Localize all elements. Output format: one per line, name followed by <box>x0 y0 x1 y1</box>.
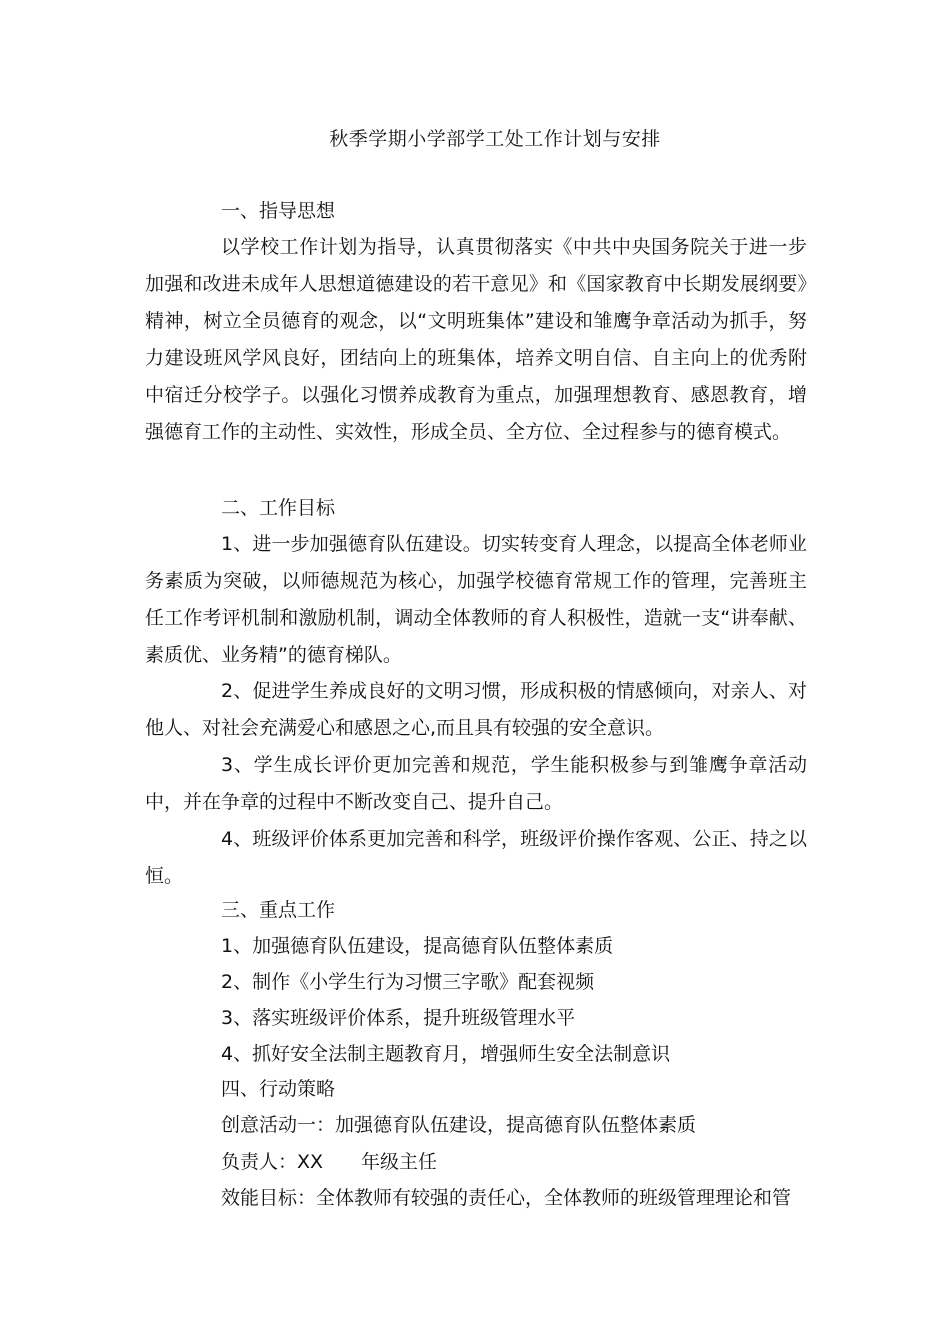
work-goal-paragraph-3: 3、学生成长评价更加完善和规范，学生能积极参与到雏鹰争章活动中，并在争章的过程中不断改变自己、提升自己。 <box>145 754 807 813</box>
key-work-item-3: 3、落实班级评价体系，提升班级管理水平 <box>221 1007 576 1029</box>
activity-line: 创意活动一：加强德育队伍建设，提高德育队伍整体素质 <box>221 1114 697 1136</box>
key-work-item-1: 1、加强德育队伍建设，提高德育队伍整体素质 <box>221 935 614 957</box>
work-goal-paragraph-1: 1、进一步加强德育队伍建设。切实转变育人理念，以提高全体老师业务素质为突破，以师德规范为核心，加强学校德育常规工作的管理，完善班主任工作考评机制和激励机制，调动全体教师的育人积极性，造就一支“讲奉献、素质优、业务精”的德育梯队。 <box>145 533 807 666</box>
document-title: 秋季学期小学部学工处工作计划与安排 <box>329 128 661 150</box>
section-heading-key-work: 三、重点工作 <box>221 899 336 921</box>
goal-line: 效能目标：全体教师有较强的责任心，全体教师的班级管理理论和管 <box>221 1187 792 1209</box>
work-goal-paragraph-4: 4、班级评价体系更加完善和科学，班级评价操作客观、公正、持之以恒。 <box>145 828 807 887</box>
key-work-item-2: 2、制作《小学生行为习惯三字歌》配套视频 <box>221 971 595 993</box>
owner-line: 负责人：XX 年级主任 <box>221 1151 438 1173</box>
section-heading-action-strategy: 四、行动策略 <box>221 1078 336 1100</box>
section-heading-guiding-ideology: 一、指导思想 <box>221 200 336 222</box>
section-heading-work-goals: 二、工作目标 <box>221 497 336 519</box>
work-goal-paragraph-2: 2、促进学生养成良好的文明习惯，形成积极的情感倾向，对亲人、对他人、对社会充满爱心和感恩之心,而且具有较强的安全意识。 <box>145 680 807 739</box>
key-work-item-4: 4、抓好安全法制主题教育月，增强师生安全法制意识 <box>221 1043 671 1065</box>
guiding-ideology-paragraph: 以学校工作计划为指导，认真贯彻落实《中共中央国务院关于进一步加强和改进未成年人思想道德建设的若干意见》和《国家教育中长期发展纲要》精神，树立全员德育的观念，以“文明班集体”建设和雏鹰争章活动为抓手，努力建设班风学风良好，团结向上的班集体，培养文明自信、自主向上的优秀附中宿迁分校学子。以强化习惯养成教育为重点，加强理想教育、感恩教育，增强德育工作的主动性、实效性，形成全员、全方位、全过程参与的德育模式。 <box>145 236 807 443</box>
